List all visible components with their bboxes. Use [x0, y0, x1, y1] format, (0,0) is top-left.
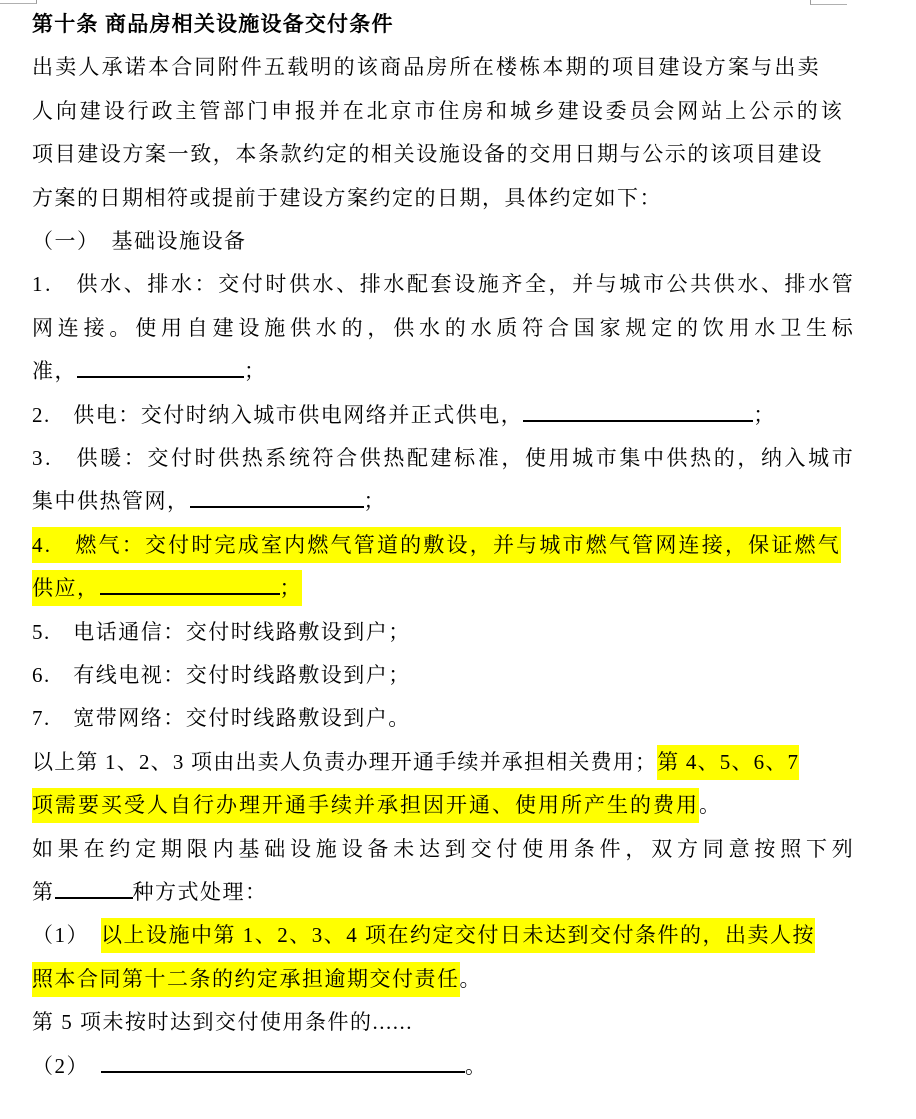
text-run: （1） [32, 923, 101, 947]
text-run: ； [363, 489, 386, 513]
text-run: 以上第 1、2、3 项由出卖人负责办理开通手续并承担相关费用； [32, 750, 658, 774]
fill-in-blank[interactable] [523, 400, 753, 422]
text-run: 第十条 商品房相关设施设备交付条件 [32, 12, 394, 36]
text-line [32, 93, 845, 129]
text-run: 2. 供电：交付时纳入城市供电网络并正式供电， [32, 403, 524, 427]
page-margin-crop-mark-right [810, 0, 847, 5]
text-run: 集中供热管网， [32, 489, 190, 513]
text-run: 3. 供暖：交付时供热系统符合供热配建标准，使用城市集中供热的，纳入城市 [32, 446, 856, 470]
list-item-4 [32, 527, 841, 563]
text-run: 4. 燃气：交付时完成室内燃气管道的敷设，并与城市燃气管网连接，保证燃气 [32, 533, 841, 557]
page-margin-crop-mark-left [0, 0, 37, 4]
text-line [32, 136, 823, 172]
highlighted-text: 第 4、5、6、7 [657, 745, 799, 780]
text-run: 第 5 项未按时达到交付使用条件的...... [32, 1010, 413, 1034]
list-item-2 [32, 397, 776, 433]
text-run: ； [279, 576, 302, 600]
text-run: 5. 电话通信：交付时线路敷设到户； [32, 620, 411, 644]
text-line [32, 874, 268, 910]
text-run: 。 [699, 793, 722, 817]
text-line [32, 49, 821, 85]
list-item-1-cont [32, 353, 267, 389]
highlighted-text: 项需要买受人自行办理开通手续并承担因开通、使用所产生的费用 [32, 788, 699, 823]
text-line [32, 1004, 413, 1040]
option-1-cont [32, 961, 482, 997]
text-run: 1. 供水、排水：交付时供水、排水配套设施齐全，并与城市公共供水、排水管 [32, 272, 856, 296]
list-item-3 [32, 440, 855, 476]
text-run: 方案的日期相符或提前于建设方案约定的日期，具体约定如下： [32, 186, 662, 210]
text-run: 网连接。使用自建设施供水的，供水的水质符合国家规定的饮用水卫生标 [32, 316, 858, 340]
list-item-4-cont [32, 570, 302, 606]
fill-in-blank[interactable] [55, 877, 133, 899]
list-item-3-cont [32, 483, 386, 519]
text-run: 供应， [32, 576, 100, 600]
text-run: 准， [32, 359, 77, 383]
text-line [32, 744, 799, 780]
highlighted-text: 以上设施中第 1、2、3、4 项在约定交付日未达到交付条件的，出卖人按 [101, 918, 815, 953]
text-run: 人向建设行政主管部门申报并在北京市住房和城乡建设委员会网站上公示的该 [32, 99, 845, 123]
text-run: 6. 有线电视：交付时线路敷设到户； [32, 663, 411, 687]
text-run: 。 [465, 1054, 488, 1078]
text-line [32, 831, 858, 867]
list-item-1-cont [32, 310, 858, 346]
section-heading [32, 223, 247, 259]
list-item-1 [32, 266, 855, 302]
list-item-7 [32, 700, 411, 736]
text-run: 7. 宽带网络：交付时线路敷设到户。 [32, 706, 411, 730]
option-2 [32, 1048, 488, 1084]
list-item-6 [32, 657, 411, 693]
fill-in-blank[interactable] [77, 356, 244, 378]
fill-in-blank[interactable] [190, 486, 364, 508]
text-run: 项目建设方案一致，本条款约定的相关设施设备的交用日期与公示的该项目建设 [32, 142, 823, 166]
fill-in-blank[interactable] [101, 1051, 465, 1073]
text-run: ； [244, 359, 267, 383]
text-line [32, 180, 662, 216]
text-run: 出卖人承诺本合同附件五载明的该商品房所在楼栋本期的项目建设方案与出卖 [32, 55, 821, 79]
text-run: （2） [32, 1054, 101, 1078]
text-line [32, 787, 722, 823]
text-run: 。 [459, 967, 482, 991]
text-run: （一） 基础设施设备 [32, 229, 247, 253]
option-1 [32, 917, 815, 953]
document-title [32, 6, 394, 42]
text-run: 如果在约定期限内基础设施设备未达到交付使用条件，双方同意按照下列 [32, 837, 858, 861]
text-run: 第 [32, 880, 55, 904]
fill-in-blank[interactable] [100, 573, 280, 595]
highlighted-text: 照本合同第十二条的约定承担逾期交付责任 [32, 962, 460, 997]
text-run: ； [753, 403, 776, 427]
list-item-5 [32, 614, 411, 650]
text-run: 种方式处理： [132, 880, 268, 904]
